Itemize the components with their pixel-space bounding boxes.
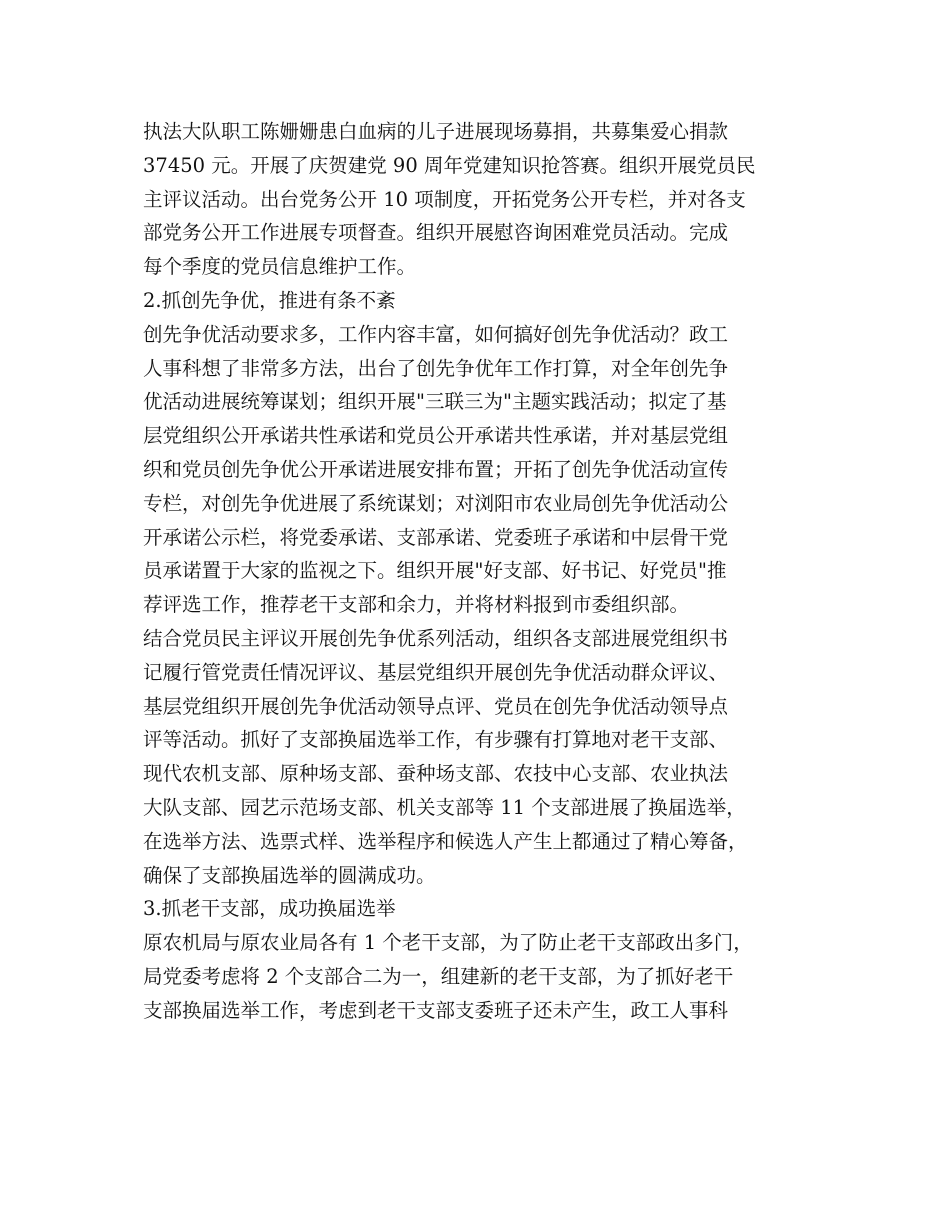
text-line: 荐评选工作，推荐老干支部和余力，并将材料报到市委组织部。 xyxy=(143,593,690,617)
text-line: 员承诺置于大家的监视之下。组织开展"好支部、好书记、好党员"推 xyxy=(143,559,727,583)
text-line: 基层党组织开展创先争优活动领导点评、党员在创先争优活动领导点 xyxy=(143,694,729,718)
text-line: 优活动进展统筹谋划；组织开展"三联三为"主题实践活动；拟定了基 xyxy=(143,390,727,414)
document-body xyxy=(143,115,833,1028)
section-heading: 2.抓创先争优，推进有条不紊 xyxy=(143,288,396,312)
text-line: 人事科想了非常多方法，出台了创先争优年工作打算，对全年创先争 xyxy=(143,356,729,380)
text-line: 现代农机支部、原种场支部、蚕种场支部、农技中心支部、农业执法 xyxy=(143,762,729,786)
text-line: 开承诺公示栏，将党委承诺、支部承诺、党委班子承诺和中层骨干党 xyxy=(143,525,729,549)
text-line: 主评议活动。出台党务公开 10 项制度，开拓党务公开专栏，并对各支 xyxy=(143,187,746,211)
text-line: 在选举方法、选票式样、选举程序和候选人产生上都通过了精心筹备， xyxy=(143,829,748,853)
text-line: 37450 元。开展了庆贺建党 90 周年党建知识抢答赛。组织开展党员民 xyxy=(143,153,756,177)
text-line: 局党委考虑将 2 个支部合二为一，组建新的老干支部，为了抓好老干 xyxy=(143,964,734,988)
text-line: 结合党员民主评议开展创先争优系列活动，组织各支部进展党组织书 xyxy=(143,626,729,650)
text-line: 部党务公开工作进展专项督查。组织开展慰咨询困难党员活动。完成 xyxy=(143,221,729,245)
text-line: 大队支部、园艺示范场支部、机关支部等 11 个支部进展了换届选举， xyxy=(143,795,746,819)
text-line: 评等活动。抓好了支部换届选举工作，有步骤有打算地对老干支部、 xyxy=(143,728,729,752)
text-line: 确保了支部换届选举的圆满成功。 xyxy=(143,863,436,887)
text-line: 专栏，对创先争优进展了系统谋划；对浏阳市农业局创先争优活动公 xyxy=(143,491,729,515)
text-line: 原农机局与原农业局各有 1 个老干支部，为了防止老干支部政出多门， xyxy=(143,931,753,955)
text-line: 层党组织公开承诺共性承诺和党员公开承诺共性承诺，并对基层党组 xyxy=(143,424,729,448)
text-line: 支部换届选举工作，考虑到老干支部支委班子还未产生，政工人事科 xyxy=(143,998,729,1022)
text-line: 创先争优活动要求多，工作内容丰富，如何搞好创先争优活动？政工 xyxy=(143,322,729,346)
text-line: 记履行管党责任情况评议、基层党组织开展创先争优活动群众评议、 xyxy=(143,660,729,684)
text-line: 执法大队职工陈姗姗患白血病的儿子进展现场募捐，共募集爱心捐款 xyxy=(143,120,729,143)
text-line: 织和党员创先争优公开承诺进展安排布置；开拓了创先争优活动宣传 xyxy=(143,457,729,481)
section-heading: 3.抓老干支部，成功换届选举 xyxy=(143,897,396,921)
text-line: 每个季度的党员信息维护工作。 xyxy=(143,255,417,279)
